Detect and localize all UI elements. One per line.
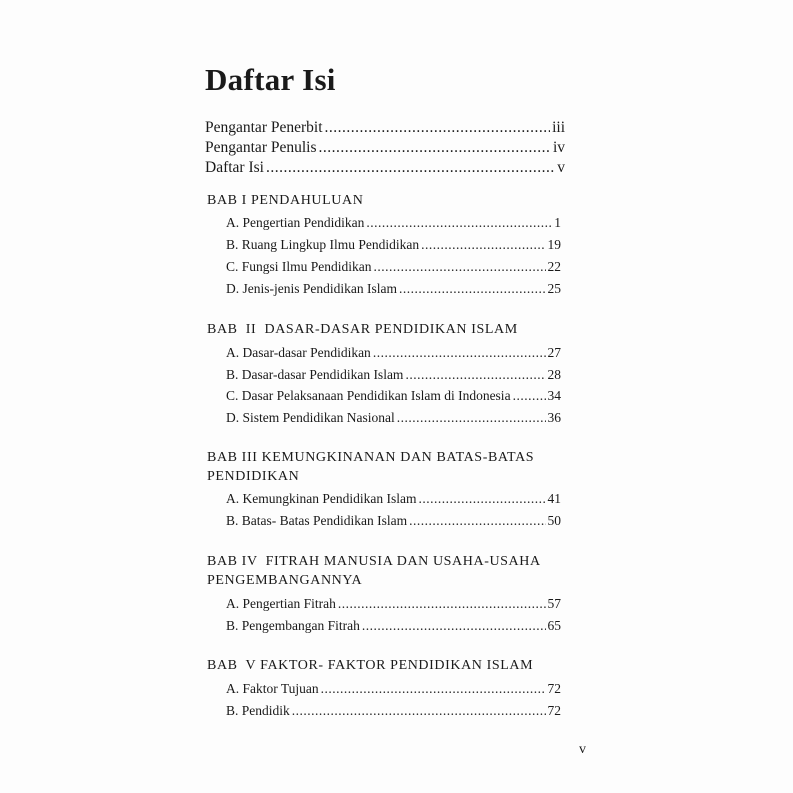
- dot-leader: [338, 596, 546, 612]
- toc-page-number: v: [557, 159, 565, 176]
- toc-front-daftar-isi: [205, 159, 565, 177]
- toc-entry: [226, 681, 561, 697]
- dot-leader: [292, 703, 546, 719]
- toc-entry: [226, 259, 561, 275]
- chapter-heading: BAB IV FITRAH MANUSIA DAN USAHA-USAHA: [207, 554, 541, 569]
- toc-entry: [226, 281, 561, 297]
- toc-page-number: 57: [547, 596, 561, 611]
- dot-leader: [362, 618, 546, 634]
- chapter-heading: BAB I PENDAHULUAN: [207, 193, 364, 208]
- toc-page-number: 25: [547, 281, 561, 296]
- dot-leader: [513, 388, 546, 404]
- toc-page-number: 19: [547, 237, 561, 252]
- toc-entry: [226, 410, 561, 426]
- toc-entry: [226, 618, 561, 634]
- toc-label: C. Dasar Pelaksanaan Pendidikan Islam di Indonesia: [226, 388, 511, 403]
- dot-leader: [319, 139, 551, 157]
- toc-front-pengantar-penerbit: [205, 119, 565, 137]
- dot-leader: [266, 159, 555, 177]
- dot-leader: [409, 513, 545, 529]
- toc-entry: [226, 367, 561, 383]
- toc-label: D. Jenis-jenis Pendidikan Islam: [226, 281, 397, 296]
- chapter-heading-continued: PENDIDIKAN: [207, 469, 300, 484]
- toc-label: Daftar Isi: [205, 159, 264, 176]
- toc-label: B. Batas- Batas Pendidikan Islam: [226, 513, 408, 528]
- dot-leader: [366, 215, 552, 231]
- toc-label: B. Ruang Lingkup Ilmu Pendidikan: [226, 237, 420, 252]
- toc-entry: [226, 388, 561, 404]
- toc-entry: [226, 237, 561, 253]
- chapter-heading: BAB III KEMUNGKINANAN DAN BATAS-BATAS: [207, 450, 535, 465]
- toc-label: C. Fungsi Ilmu Pendidikan: [226, 259, 372, 274]
- toc-page-number: 22: [547, 259, 561, 274]
- toc-label: A. Kemungkinan Pendidikan Islam: [226, 491, 417, 506]
- dot-leader: [374, 259, 546, 275]
- toc-page-number: 28: [547, 367, 561, 382]
- dot-leader: [373, 345, 546, 361]
- toc-entry: [226, 703, 561, 719]
- chapter-heading: BAB V FAKTOR- FAKTOR PENDIDIKAN ISLAM: [207, 658, 534, 673]
- toc-page-number: 27: [547, 345, 561, 360]
- toc-label: Pengantar Penulis: [205, 139, 317, 156]
- chapter-heading: BAB II DASAR-DASAR PENDIDIKAN ISLAM: [207, 322, 518, 337]
- toc-page-number: 1: [554, 215, 561, 230]
- dot-leader: [325, 119, 551, 137]
- dot-leader: [421, 237, 545, 253]
- toc-page-number: 41: [547, 491, 561, 506]
- toc-page-number: 72: [547, 703, 561, 718]
- toc-label: A. Faktor Tujuan: [226, 681, 319, 696]
- dot-leader: [405, 367, 545, 383]
- chapter-heading-continued: PENGEMBANGANNYA: [207, 573, 363, 588]
- toc-label: D. Sistem Pendidikan Nasional: [226, 410, 395, 425]
- toc-entry: [226, 513, 561, 529]
- toc-label: B. Pengembangan Fitrah: [226, 618, 360, 633]
- page-title: Daftar Isi: [205, 62, 336, 97]
- dot-leader: [418, 491, 545, 507]
- toc-label: A. Pengertian Pendidikan: [226, 215, 365, 230]
- toc-label: B. Dasar-dasar Pendidikan Islam: [226, 367, 404, 382]
- toc-page-number: 36: [547, 410, 561, 425]
- toc-label: A. Dasar-dasar Pendidikan: [226, 345, 371, 360]
- toc-page-number: iv: [552, 139, 565, 156]
- dot-leader: [397, 410, 546, 426]
- toc-page-number: 72: [547, 681, 561, 696]
- dot-leader: [399, 281, 546, 297]
- dot-leader: [321, 681, 546, 697]
- toc-page-number: 50: [547, 513, 561, 528]
- toc-page-number: 65: [547, 618, 561, 633]
- toc-front-pengantar-penulis: [205, 139, 565, 157]
- page-folio: v: [579, 742, 586, 757]
- toc-page-number: 34: [547, 388, 561, 403]
- toc-label: B. Pendidik: [226, 703, 290, 718]
- toc-entry: [226, 596, 561, 612]
- toc-entry: [226, 345, 561, 361]
- toc-page-number: iii: [552, 119, 565, 136]
- toc-entry: [226, 491, 561, 507]
- toc-label: Pengantar Penerbit: [205, 119, 323, 136]
- toc-label: A. Pengertian Fitrah: [226, 596, 336, 611]
- toc-entry: [226, 215, 561, 231]
